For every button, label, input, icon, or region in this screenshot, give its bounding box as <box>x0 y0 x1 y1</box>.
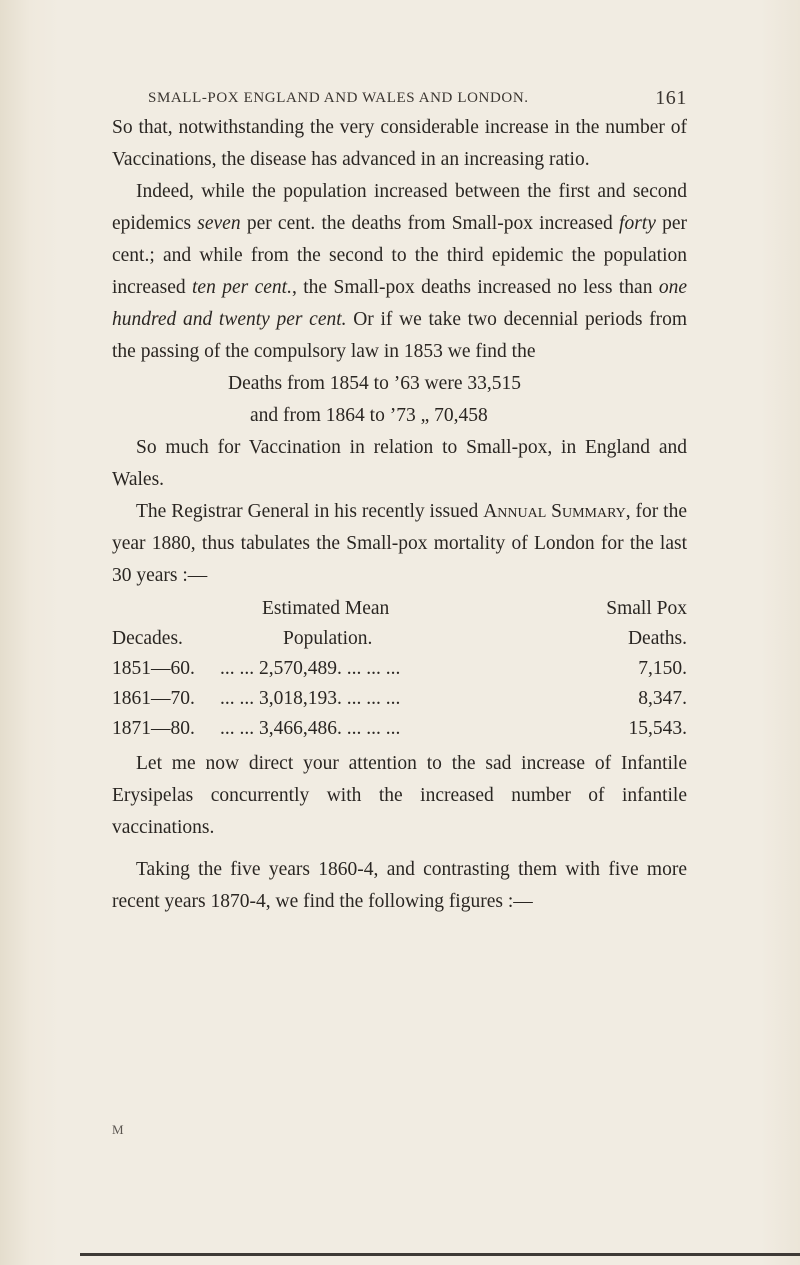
header-small-pox: Small Pox <box>606 598 687 619</box>
row-population: ... ... 2,570,489. ... ... ... <box>220 658 401 679</box>
running-title: SMALL-POX ENGLAND AND WALES AND LONDON. <box>148 90 529 106</box>
row-deaths: 7,150. <box>638 658 687 679</box>
row-deaths: 8,347. <box>638 688 687 709</box>
p2-emph-forty: forty <box>619 213 656 234</box>
row-deaths: 15,543. <box>628 718 687 739</box>
paragraph-4 <box>112 496 687 592</box>
header-deaths: Deaths. <box>627 628 687 649</box>
p4-text-c: , for the year 1880, thus tabulates the Small-pox mortality of London for the last 30 years :— <box>112 501 688 586</box>
header-population: Population. <box>283 628 373 649</box>
smallpox-table <box>112 594 687 744</box>
row-decade: 1861—70. <box>112 688 195 709</box>
p2-emph-120: one hundred and twenty per cent. <box>112 277 687 330</box>
header-decades: Decades. <box>112 628 183 649</box>
header-estimated-mean: Estimated Mean <box>262 598 390 619</box>
table-header-line-1 <box>112 594 687 624</box>
row-population: ... ... 3,466,486. ... ... ... <box>220 718 401 739</box>
table-row <box>112 684 687 714</box>
table-row <box>112 714 687 744</box>
signature-mark: M <box>112 1122 124 1137</box>
page-number: 161 <box>655 87 687 109</box>
p2-text-g: , the Small-pox deaths increased no less than <box>291 277 659 298</box>
p2-text-e: per cent.; and while from the second to the third epidemic the population increased <box>112 213 687 298</box>
p2-emph-ten: ten per cent. <box>192 277 292 298</box>
paragraph-3: So much for Vaccination in relation to Small-pox, in England and Wales. <box>112 437 687 490</box>
row-population: ... ... 3,018,193. ... ... ... <box>220 688 401 709</box>
p2-text-a: Indeed, while the population increased between the first and second epidemics <box>112 181 687 234</box>
row-decade: 1851—60. <box>112 658 195 679</box>
p2-text-i: Or if we take two decennial periods from the passing of the compulsory law in 1853 we find the <box>112 309 687 362</box>
row-decade: 1871—80. <box>112 718 195 739</box>
bottom-edge-rule <box>80 1253 800 1256</box>
paragraph-5: Let me now direct your attention to the sad increase of Infantile Erysipelas concurrently with the increased number of infantile vaccinations. <box>112 753 687 838</box>
deaths-line-2: and from 1864 to ’73 „ 70,458 <box>250 405 488 426</box>
page-body <box>112 112 687 918</box>
p4-text-a: The Registrar General in his recently issued <box>136 501 484 522</box>
p4-annual-summary: Annual Summary <box>483 501 626 522</box>
paragraph-2 <box>112 176 687 368</box>
p2-emph-seven: seven <box>197 213 241 234</box>
table-header-line-2 <box>112 624 687 654</box>
paragraph-1: So that, notwithstanding the very considerable increase in the number of Vaccinations, the disease has advanced in an increasing ratio. <box>112 117 687 170</box>
deaths-line-1: Deaths from 1854 to ’63 were 33,515 <box>228 373 521 394</box>
table-row <box>112 654 687 684</box>
paragraph-6: Taking the five years 1860-4, and contrasting them with five more recent years 1870-4, we find the following figures :— <box>112 859 687 912</box>
p2-text-c: per cent. the deaths from Small-pox increased <box>240 213 620 234</box>
